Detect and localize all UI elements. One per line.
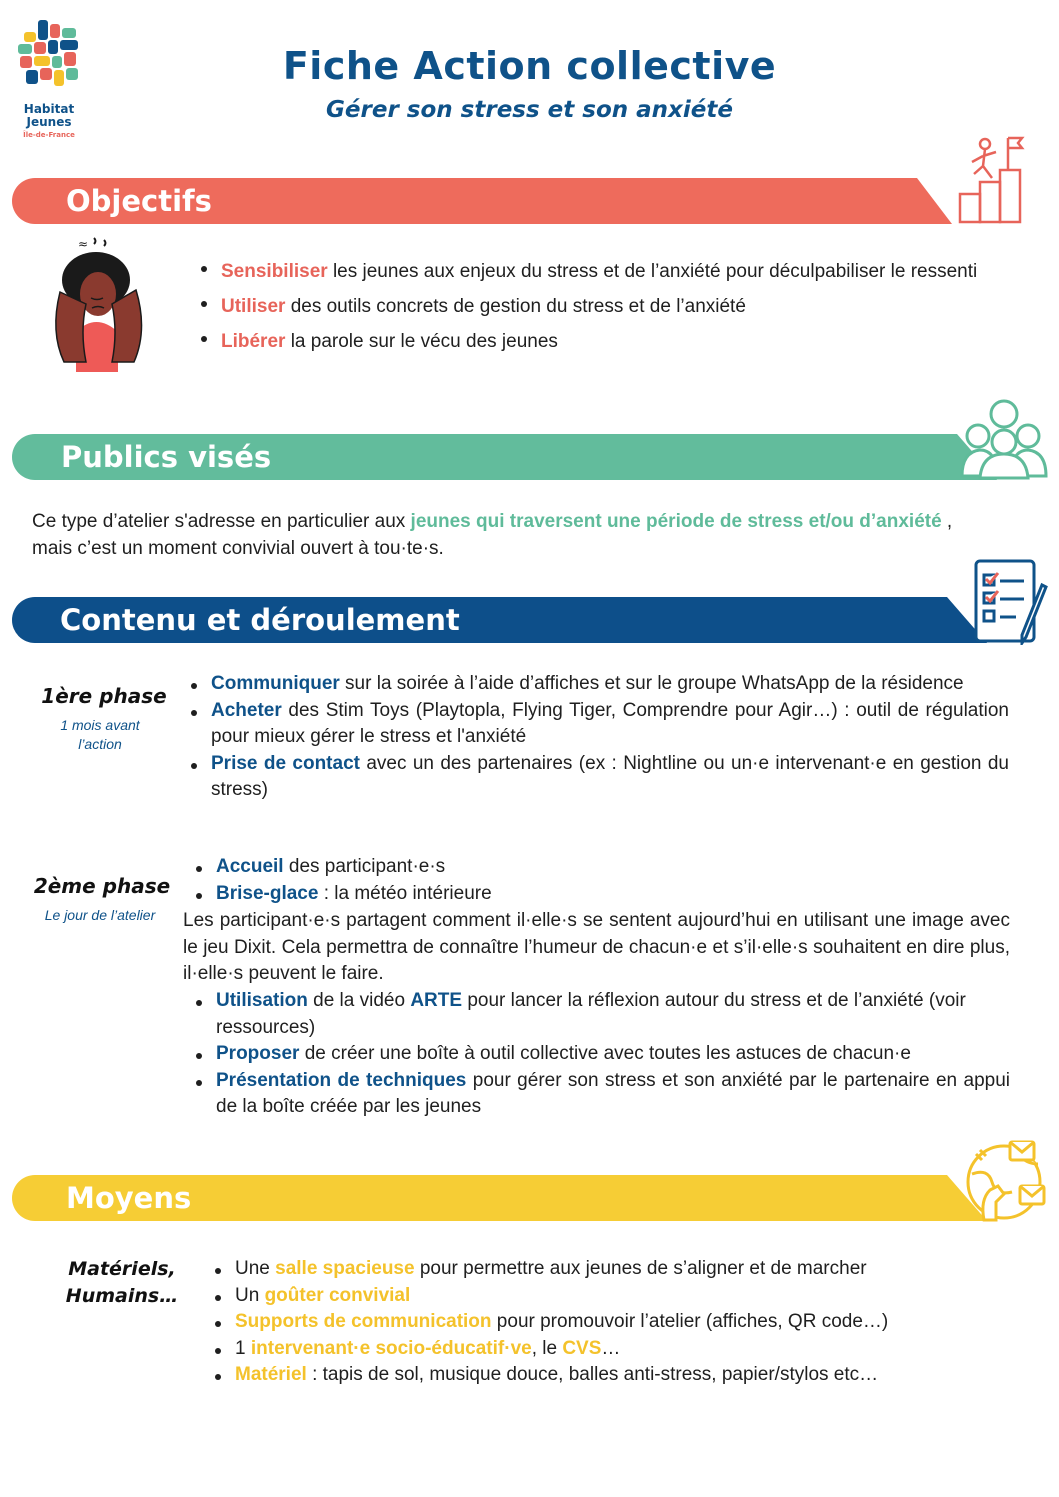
- moyens-heading: Moyens: [66, 1181, 192, 1215]
- bullet-icon: [215, 1295, 221, 1301]
- moyens-item: 1 intervenant·e socio-éducatif·ve, le CVS…: [235, 1336, 1015, 1363]
- logo-line3: Île-de-France: [23, 131, 75, 139]
- page-title: Fiche Action collective: [282, 44, 777, 88]
- page-subtitle: Gérer son stress et son anxiété: [326, 97, 733, 123]
- moyens-item: Un goûter convivial: [235, 1283, 1015, 1310]
- bullet-icon: [191, 683, 197, 689]
- objectif-item: Utiliser des outils concrets de gestion du stress et de l’anxiété: [221, 289, 1019, 324]
- phase2-list-b: [216, 988, 1010, 1121]
- phase1-item: Communiquer sur la soirée à l’aide d’affiches et sur le groupe WhatsApp de la résidence: [211, 671, 1009, 698]
- bullet-icon: [201, 301, 207, 307]
- objectif-item: Libérer la parole sur le vécu des jeunes: [221, 324, 1019, 359]
- phase2-title: 2ème phase: [33, 874, 171, 898]
- objectifs-list: [221, 254, 1019, 359]
- group-people-icon: [958, 398, 1050, 480]
- objectifs-heading: Objectifs: [66, 184, 212, 218]
- phase2-item: Utilisation de la vidéo ARTE pour lancer la réflexion autour du stress et de l’anxiété (voir ressources): [216, 988, 1010, 1041]
- phase2-sub: Le jour de l’atelier: [44, 907, 156, 923]
- phase2-item: Présentation de techniques pour gérer son stress et son anxiété par le partenaire en appui de la boîte créée par les jeunes: [216, 1068, 1010, 1121]
- goal-staircase-icon: [952, 134, 1028, 224]
- phase1-item: Acheter des Stim Toys (Playtopla, Flying Tiger, Comprendre pour Agir…) : outil de régulation pour mieux gérer le stress et l'anxiété: [211, 698, 1009, 751]
- phase1-item: Prise de contact avec un des partenaires (ex : Nightline ou un·e intervenant·e en gestion du stress): [211, 751, 1009, 804]
- phase2-list-a: [216, 854, 1010, 907]
- bullet-icon: [191, 710, 197, 716]
- phase2-item: Accueil des participant·e·s: [216, 854, 1010, 881]
- phase1-list: [211, 671, 1009, 804]
- phase1-title: 1ère phase: [41, 684, 167, 708]
- moyens-list: [235, 1256, 1015, 1389]
- moyens-label: Matériels, Humains…: [65, 1258, 179, 1307]
- bullet-icon: [196, 1000, 202, 1006]
- svg-text:≈: ≈: [78, 237, 89, 251]
- publics-band: [12, 434, 997, 480]
- moyens-item: Supports de communication pour promouvoir l’atelier (affiches, QR code…): [235, 1309, 1015, 1336]
- contenu-heading: Contenu et déroulement: [60, 603, 460, 637]
- checklist-icon: [970, 557, 1054, 645]
- bullet-icon: [201, 336, 207, 342]
- bullet-icon: [191, 763, 197, 769]
- stressed-person-icon: [46, 232, 152, 372]
- publics-text: Ce type d’atelier s'adresse en particulier aux jeunes qui traversent une période de stress et/ou d’anxiété , mais c’est un moment convivial ouvert à tou·te·s.: [32, 511, 953, 559]
- logo-line2: Jeunes: [26, 115, 72, 129]
- moyens-item: Matériel : tapis de sol, musique douce, balles anti-stress, papier/stylos etc…: [235, 1362, 1015, 1389]
- bullet-icon: [196, 866, 202, 872]
- bullet-icon: [196, 893, 202, 899]
- tools-globe-icon: [958, 1134, 1050, 1226]
- phase2-paragraph: Les participant·e·s partagent comment il·elle·s se sentent aujourd’hui en utilisant une image avec le jeu Dixit. Cela permettra de connaître l’humeur de chacun·e et s’il·elle·s souhaitent en dire plus, il·elle·s peuvent le faire.: [183, 910, 1010, 984]
- contenu-band: [12, 597, 987, 643]
- bullet-icon: [196, 1053, 202, 1059]
- objectif-item: Sensibiliser les jeunes aux enjeux du stress et de l’anxiété pour déculpabiliser le ressenti: [221, 254, 1019, 289]
- moyens-band: [12, 1175, 987, 1221]
- bullet-icon: [196, 1080, 202, 1086]
- objectifs-band: [12, 178, 952, 224]
- phase2-item: Proposer de créer une boîte à outil collective avec toutes les astuces de chacun·e: [216, 1041, 1010, 1068]
- bullet-icon: [215, 1268, 221, 1274]
- bullet-icon: [215, 1374, 221, 1380]
- bullet-icon: [215, 1348, 221, 1354]
- publics-heading: Publics visés: [61, 440, 272, 474]
- bullet-icon: [201, 266, 207, 272]
- moyens-item: Une salle spacieuse pour permettre aux jeunes de s’aligner et de marcher: [235, 1256, 1015, 1283]
- bullet-icon: [215, 1321, 221, 1327]
- phase2-item: Brise-glace : la météo intérieure: [216, 881, 1010, 908]
- logo-line1: Habitat: [23, 102, 75, 116]
- phase1-sub: 1 mois avant l’action: [60, 717, 140, 752]
